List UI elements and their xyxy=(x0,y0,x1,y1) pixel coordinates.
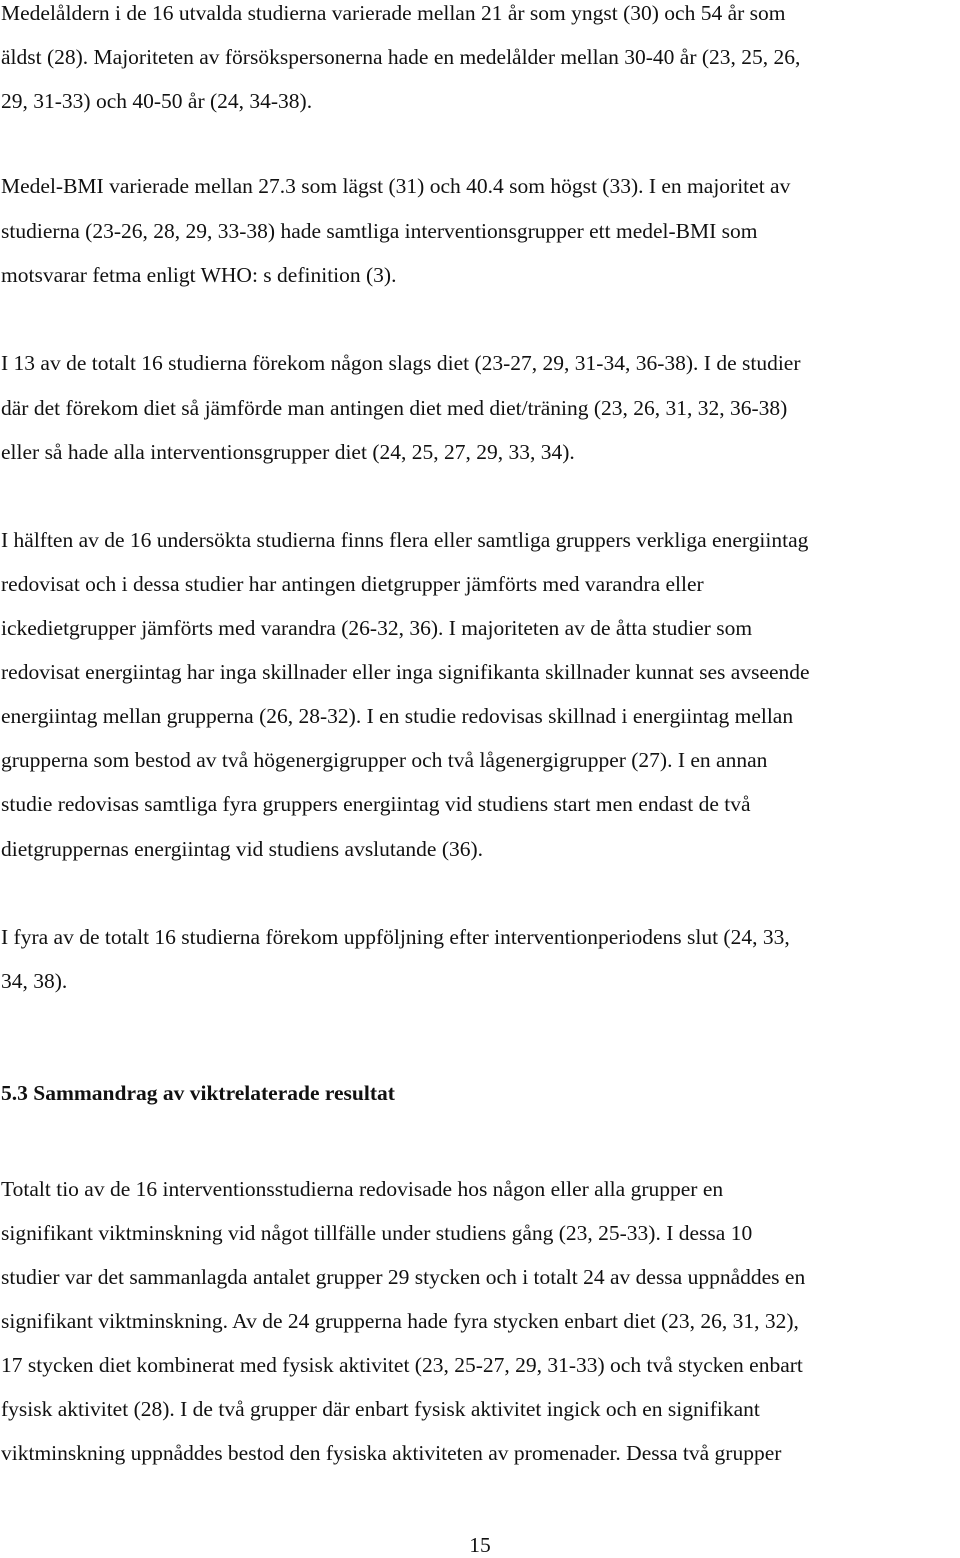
text-line: grupperna som bestod av två högenergigrupper och två lågenergigrupper (27). I en annan xyxy=(1,748,768,772)
text-line: äldst (28). Majoriteten av försökspersonerna hade en medelålder mellan 30-40 år (23, 25, 26, xyxy=(1,45,801,69)
text-line: där det förekom diet så jämförde man antingen diet med diet/träning (23, 26, 31, 32, 36-38) xyxy=(1,396,788,420)
text-line: I 13 av de totalt 16 studierna förekom någon slags diet (23-27, 29, 31-34, 36-38). I de studier xyxy=(1,351,801,375)
text-line: 17 stycken diet kombinerat med fysisk aktivitet (23, 25-27, 29, 31-33) och två stycken enbart xyxy=(1,1353,803,1377)
text-line: Totalt tio av de 16 interventionsstudierna redovisade hos någon eller alla grupper en xyxy=(1,1177,724,1201)
text-line: redovisat och i dessa studier har antingen dietgrupper jämförts med varandra eller xyxy=(1,572,704,596)
text-line: studie redovisas samtliga fyra gruppers energiintag vid studiens start men endast de två xyxy=(1,792,751,816)
text-line: I hälften av de 16 undersökta studierna finns flera eller samtliga gruppers verkliga energiintag xyxy=(1,528,809,552)
text-line: I fyra av de totalt 16 studierna förekom uppföljning efter interventionperiodens slut (24, 33, xyxy=(1,925,790,949)
text-line: ickedietgrupper jämförts med varandra (26-32, 36). I majoriteten av de åtta studier som xyxy=(1,616,753,640)
text-line: fysisk aktivitet (28). I de två grupper där enbart fysisk aktivitet ingick och en signifikant xyxy=(1,1397,760,1421)
text-line: 29, 31-33) och 40-50 år (24, 34-38). xyxy=(1,89,313,113)
text-line: motsvarar fetma enligt WHO: s definition (3). xyxy=(1,263,397,287)
text-line: signifikant viktminskning vid något tillfälle under studiens gång (23, 25-33). I dessa 10 xyxy=(1,1221,753,1245)
text-line: dietgruppernas energiintag vid studiens avslutande (36). xyxy=(1,837,484,861)
text-line: redovisat energiintag har inga skillnader eller inga signifikanta skillnader kunnat ses avseende xyxy=(1,660,810,684)
text-line: signifikant viktminskning. Av de 24 grupperna hade fyra stycken enbart diet (23, 26, 31, 32), xyxy=(1,1309,799,1333)
text-line: studierna (23-26, 28, 29, 33-38) hade samtliga interventionsgrupper ett medel-BMI som xyxy=(1,219,758,243)
page-number: 15 xyxy=(469,1533,491,1557)
text-line: eller så hade alla interventionsgrupper diet (24, 25, 27, 29, 33, 34). xyxy=(1,440,575,464)
text-line: Medelåldern i de 16 utvalda studierna varierade mellan 21 år som yngst (30) och 54 år som xyxy=(1,1,786,25)
text-line: Medel-BMI varierade mellan 27.3 som lägst (31) och 40.4 som högst (33). I en majoritet av xyxy=(1,174,791,198)
text-line: energiintag mellan grupperna (26, 28-32). I en studie redovisas skillnad i energiintag mellan xyxy=(1,704,794,728)
text-line: 34, 38). xyxy=(1,969,68,993)
text-line: studier var det sammanlagda antalet grupper 29 stycken och i totalt 24 av dessa uppnåddes en xyxy=(1,1265,806,1289)
text-line: viktminskning uppnåddes bestod den fysiska aktiviteten av promenader. Dessa två grupper xyxy=(1,1441,782,1465)
section-heading: 5.3 Sammandrag av viktrelaterade resultat xyxy=(1,1081,395,1105)
